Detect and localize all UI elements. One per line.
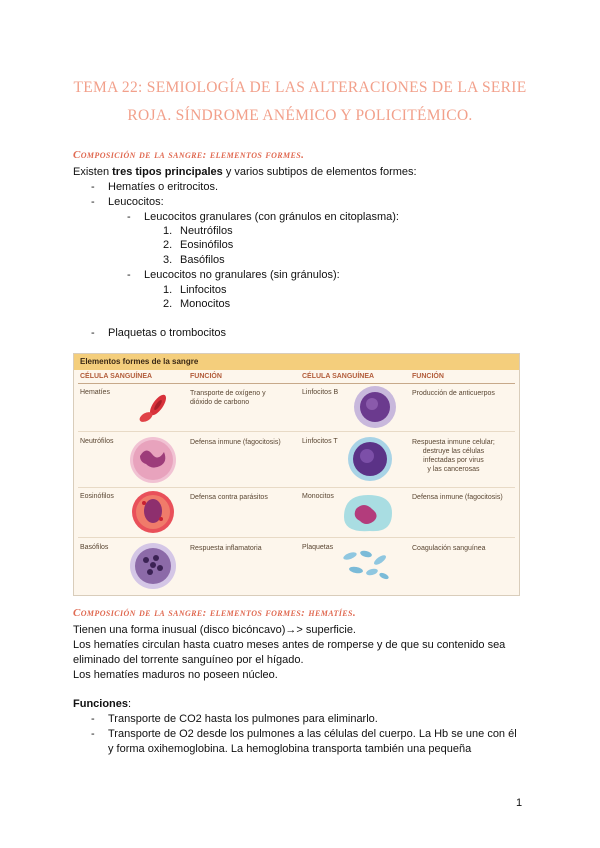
table-cell-function: Respuesta inflamatoria [190, 545, 262, 552]
table-row-divider [78, 431, 515, 432]
monocito-image [338, 489, 398, 539]
table-header-function: FUNCIÓN [412, 373, 444, 380]
list-number: 1. [163, 284, 173, 296]
list-item-eosinofilos: Eosinófilos [180, 239, 234, 251]
funciones-label [73, 697, 131, 712]
table-cell-name: Hematíes [80, 389, 110, 396]
intro-post: y varios subtipos de elementos formes: [222, 166, 417, 178]
bullet-dash: - [91, 327, 95, 339]
table-cell-function: Coagulación sanguínea [412, 545, 486, 552]
eosinofilo-image [128, 489, 178, 537]
table-row-divider [78, 537, 515, 538]
bullet-dash: - [127, 269, 131, 281]
table-cell-name: Monocitos [302, 493, 334, 500]
table-cell-function: Respuesta inmune celular; destruye las células infectadas por virus y las cancerosas [412, 439, 495, 473]
table-header-function: FUNCIÓN [190, 373, 222, 380]
hematies-line-4: Los hematíes maduros no poseen núcleo. [73, 669, 278, 681]
table-title: Elementos formes de la sangre [74, 354, 519, 370]
bullet-dash: - [127, 211, 131, 223]
list-item-monocitos: Monocitos [180, 298, 231, 310]
list-item-no-granulares: Leucocitos no granulares (sin gránulos): [144, 269, 340, 281]
hematies-image [130, 385, 174, 431]
section-heading-hematies: Composición de la sangre: elementos formes: hematíes. [73, 607, 357, 619]
table-cell-name: Basófilos [80, 544, 109, 551]
funciones-item-2-line-1: Transporte de O2 desde los pulmones a las células del cuerpo. La Hb se une con él [108, 728, 517, 740]
table-cell-name: Linfocitos B [302, 389, 339, 396]
bullet-dash: - [91, 728, 95, 740]
funciones-colon: : [128, 698, 132, 710]
table-cell-name: Neutrófilos [80, 438, 114, 445]
table-header-cell: CÉLULA SANGUÍNEA [80, 373, 153, 380]
table-cell-name: Linfocitos T [302, 438, 338, 445]
intro-bold: tres tipos principales [112, 166, 223, 178]
table-header-divider [78, 383, 515, 384]
table-cell-function: Defensa contra parásitos [190, 494, 268, 501]
section-heading-elementos-formes: Composición de la sangre: elementos formes. [73, 149, 305, 161]
table-cell-function: Defensa inmune (fagocitosis) [412, 494, 503, 501]
page-number: 1 [516, 797, 523, 809]
bullet-dash: - [91, 196, 95, 208]
hematies-line-3: eliminado del torrente sanguíneo por el hígado. [73, 654, 304, 666]
linfocito-b-image [351, 383, 399, 433]
list-item-plaquetas: Plaquetas o trombocitos [108, 327, 227, 339]
plaquetas-image [340, 546, 390, 584]
linfocito-t-image [345, 434, 395, 486]
list-item-leucocitos: Leucocitos: [108, 196, 164, 208]
intro-pre: Existen [73, 166, 113, 178]
intro-paragraph [73, 165, 417, 180]
hematies-line-1: Tienen una forma inusual (disco bicóncavo)→> superficie. [73, 624, 356, 636]
list-number: 3. [163, 254, 173, 266]
blood-elements-table [73, 353, 520, 596]
list-number: 2. [163, 239, 173, 251]
list-number: 1. [163, 225, 173, 237]
list-item-granulares: Leucocitos granulares (con gránulos en citoplasma): [144, 211, 399, 223]
table-cell-name: Plaquetas [302, 544, 334, 551]
list-number: 2. [163, 298, 173, 310]
list-item-hematies: Hematíes o eritrocitos. [108, 181, 219, 193]
neutrofilo-image [126, 434, 180, 488]
funciones-item-2-line-2: y forma oxihemoglobina. La hemoglobina transporta también una pequeña [108, 743, 472, 755]
table-header-cell: CÉLULA SANGUÍNEA [302, 373, 375, 380]
hematies-line-2: Los hematíes circulan hasta cuatro meses antes de romperse y de que su contenido sea [73, 639, 506, 651]
table-cell-function: Producción de anticuerpos [412, 390, 495, 397]
table-cell-name: Eosinófilos [80, 493, 114, 500]
basofilo-image [126, 540, 180, 594]
bullet-dash: - [91, 713, 95, 725]
list-item-neutrofilos: Neutrófilos [180, 225, 233, 237]
list-item-basofilos: Basófilos [180, 254, 225, 266]
bullet-dash: - [91, 181, 95, 193]
page-title: TEMA 22: SEMIOLOGÍA DE LAS ALTERACIONES DE LA SERIE ROJA. SÍNDROME ANÉMICO Y POLICITÉMICO. [73, 79, 527, 124]
table-cell-function: Transporte de oxígeno y dióxido de carbono [190, 390, 266, 406]
list-item-linfocitos: Linfocitos [180, 284, 227, 296]
funciones-item-1: Transporte de CO2 hasta los pulmones para eliminarlo. [108, 713, 378, 725]
funciones-label-bold: Funciones [73, 698, 129, 710]
table-cell-function: Defensa inmune (fagocitosis) [190, 439, 281, 446]
